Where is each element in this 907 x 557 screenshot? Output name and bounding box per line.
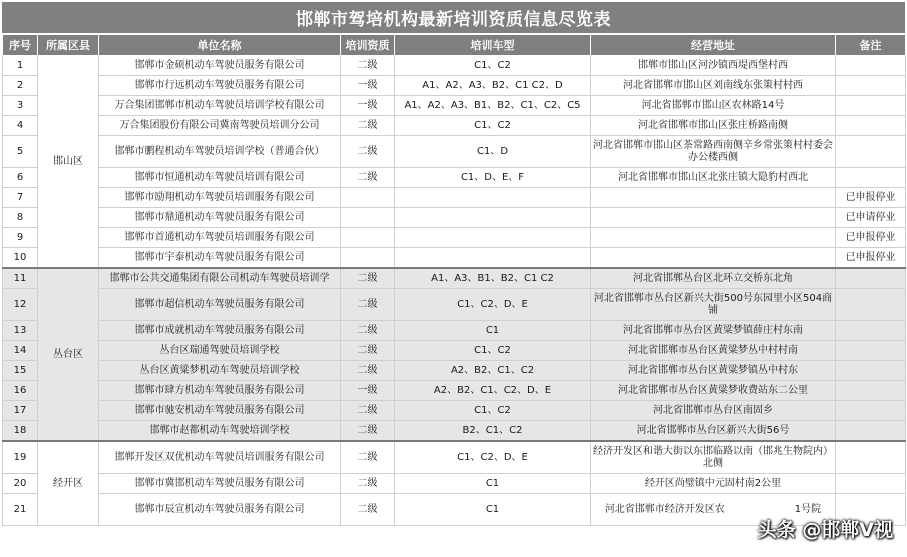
- cell-note: [836, 116, 906, 136]
- cell-no: 14: [3, 341, 38, 361]
- cell-name: 邯郸市金硕机动车驾驶员服务有限公司: [99, 56, 341, 76]
- cell-level: 二级: [341, 168, 395, 188]
- cell-level: 二级: [341, 494, 395, 526]
- cell-level: 二级: [341, 421, 395, 442]
- cell-no: 11: [3, 268, 38, 289]
- header-row: [3, 35, 906, 56]
- cell-address: [591, 208, 836, 228]
- table-row: [3, 321, 906, 341]
- cell-level: 二级: [341, 441, 395, 474]
- district-group-hanshan: [3, 56, 906, 269]
- cell-note: [836, 321, 906, 341]
- header-note: 备注: [836, 35, 906, 56]
- table-row: [3, 248, 906, 269]
- cell-level: 二级: [341, 361, 395, 381]
- cell-name: 万合集团股份有限公司冀南驾驶员培训分公司: [99, 116, 341, 136]
- cell-note: [836, 421, 906, 442]
- training-institutions-table: [2, 34, 906, 526]
- cell-name: 邯郸开发区双优机动车驾驶员培训服务有限公司: [99, 441, 341, 474]
- cell-note: 已申报停业: [836, 188, 906, 208]
- table-row: [3, 441, 906, 474]
- cell-name: 邯郸市辰宣机动车驾驶员服务有限公司: [99, 494, 341, 526]
- cell-types: C1、C2: [395, 341, 591, 361]
- cell-no: 21: [3, 494, 38, 526]
- cell-district: 丛台区: [38, 268, 99, 441]
- table-row: [3, 96, 906, 116]
- cell-types: A2、B2、C1、C2、D、E: [395, 381, 591, 401]
- cell-name: 丛台区瑞通驾驶员培训学校: [99, 341, 341, 361]
- district-group-congtai: [3, 268, 906, 441]
- header-types: 培训车型: [395, 35, 591, 56]
- cell-note: [836, 474, 906, 494]
- cell-name: 邯郸市超信机动车驾驶员服务有限公司: [99, 289, 341, 321]
- cell-name: 万合集团邯郸市机动车驾驶员培训学校有限公司: [99, 96, 341, 116]
- cell-types: [395, 208, 591, 228]
- table-row: [3, 188, 906, 208]
- cell-name: 邯郸市恒通机动车驾驶员培训有限公司: [99, 168, 341, 188]
- table-row: [3, 361, 906, 381]
- cell-note: [836, 361, 906, 381]
- cell-address: 经开区尚璧镇中元固村南2公里: [591, 474, 836, 494]
- cell-level: 二级: [341, 136, 395, 168]
- cell-name: 邯郸市行远机动车驾驶员服务有限公司: [99, 76, 341, 96]
- cell-level: 二级: [341, 268, 395, 289]
- cell-types: A2、B2、C1、C2: [395, 361, 591, 381]
- table-title: 邯郸市驾培机构最新培训资质信息尽览表: [2, 2, 905, 33]
- cell-name: 邯郸市赵都机动车驾驶培训学校: [99, 421, 341, 442]
- cell-note: [836, 136, 906, 168]
- cell-types: C1: [395, 494, 591, 526]
- cell-note: 已申报停业: [836, 248, 906, 269]
- cell-no: 12: [3, 289, 38, 321]
- cell-level: [341, 208, 395, 228]
- cell-address: 河北省邯郸市丛台区南固乡: [591, 401, 836, 421]
- cell-note: [836, 96, 906, 116]
- cell-types: C1: [395, 321, 591, 341]
- cell-name: 邯郸市冀邯机动车驾驶员服务有限公司: [99, 474, 341, 494]
- cell-level: 一级: [341, 76, 395, 96]
- cell-address: 河北省邯郸市丛台区黄粱梦镇薛庄村东南: [591, 321, 836, 341]
- cell-types: [395, 248, 591, 269]
- cell-no: 4: [3, 116, 38, 136]
- cell-level: [341, 228, 395, 248]
- cell-types: C1、C2、D、E: [395, 441, 591, 474]
- cell-no: 18: [3, 421, 38, 442]
- cell-address: 河北省邯郸市经济开发区农 1号院: [591, 494, 836, 526]
- cell-level: 二级: [341, 401, 395, 421]
- cell-types: A1、A2、A3、B2、C1 C2、D: [395, 76, 591, 96]
- cell-note: [836, 289, 906, 321]
- cell-no: 5: [3, 136, 38, 168]
- header-level: 培训资质: [341, 35, 395, 56]
- cell-note: [836, 401, 906, 421]
- cell-no: 19: [3, 441, 38, 474]
- header-address: 经营地址: [591, 35, 836, 56]
- cell-note: [836, 268, 906, 289]
- cell-note: [836, 56, 906, 76]
- header-no: 序号: [3, 35, 38, 56]
- cell-level: 二级: [341, 341, 395, 361]
- cell-level: 二级: [341, 474, 395, 494]
- header-name: 单位名称: [99, 35, 341, 56]
- cell-name: 邯郸市宇泰机动车驾驶员服务有限公司: [99, 248, 341, 269]
- table-row: [3, 76, 906, 96]
- district-group-jingkai: [3, 441, 906, 526]
- cell-no: 20: [3, 474, 38, 494]
- table-row: [3, 401, 906, 421]
- cell-address: 河北省邯郸市丛台区黄粱梦丛中村村南: [591, 341, 836, 361]
- cell-address: 河北省邯郸市邯山区茶常路西南侧辛乡常张策村村委会办公楼西侧: [591, 136, 836, 168]
- table-row: [3, 381, 906, 401]
- cell-address: [591, 188, 836, 208]
- table-row: [3, 168, 906, 188]
- cell-no: 8: [3, 208, 38, 228]
- table-row: [3, 341, 906, 361]
- cell-name: 邯郸市公共交通集团有限公司机动车驾驶员培训学: [99, 268, 341, 289]
- table-row: [3, 268, 906, 289]
- cell-no: 9: [3, 228, 38, 248]
- cell-name: 邯郸市鼎通机动车驾驶员服务有限公司: [99, 208, 341, 228]
- cell-no: 16: [3, 381, 38, 401]
- cell-types: C1、C2: [395, 56, 591, 76]
- cell-types: C1、D: [395, 136, 591, 168]
- cell-no: 7: [3, 188, 38, 208]
- cell-types: C1、C2: [395, 401, 591, 421]
- cell-types: C1、C2、D、E: [395, 289, 591, 321]
- cell-types: [395, 228, 591, 248]
- cell-types: A1、A3、B1、B2、C1 C2: [395, 268, 591, 289]
- table-row: [3, 136, 906, 168]
- cell-address: [591, 248, 836, 269]
- watermark: 头条 @邯郸V视: [757, 519, 893, 541]
- cell-level: 二级: [341, 116, 395, 136]
- cell-level: [341, 188, 395, 208]
- cell-name: 邯郸市成就机动车驾驶员服务有限公司: [99, 321, 341, 341]
- cell-types: C1: [395, 474, 591, 494]
- cell-address: 河北省邯郸市邯山区刘南线东张策村村西: [591, 76, 836, 96]
- cell-note: [836, 76, 906, 96]
- cell-address: 河北省邯郸市丛台区黄粱梦镇丛中村东: [591, 361, 836, 381]
- cell-name: 邯郸市驰安机动车驾驶员服务有限公司: [99, 401, 341, 421]
- cell-note: [836, 441, 906, 474]
- cell-note: [836, 381, 906, 401]
- table-row: [3, 289, 906, 321]
- cell-note: 已申报停业: [836, 228, 906, 248]
- cell-name: 邯郸市鹏程机动车驾驶员培训学校（普通合伙）: [99, 136, 341, 168]
- cell-district: 经开区: [38, 441, 99, 526]
- cell-address: 河北省邯郸市邯山区北张庄镇大隐豹村西北: [591, 168, 836, 188]
- cell-address: 河北省邯郸市丛台区新兴大街56号: [591, 421, 836, 442]
- cell-no: 6: [3, 168, 38, 188]
- cell-note: 已申请停业: [836, 208, 906, 228]
- cell-name: 邯郸市励翔机动车驾驶员培训服务有限公司: [99, 188, 341, 208]
- header-district: 所属区县: [38, 35, 99, 56]
- cell-level: 一级: [341, 96, 395, 116]
- cell-level: 二级: [341, 321, 395, 341]
- cell-no: 17: [3, 401, 38, 421]
- cell-types: A1、A2、A3、B1、B2、C1、C2、C5: [395, 96, 591, 116]
- table-row: [3, 116, 906, 136]
- cell-name: 丛台区黄粱梦机动车驾驶员培训学校: [99, 361, 341, 381]
- table-row: [3, 474, 906, 494]
- cell-level: 一级: [341, 381, 395, 401]
- cell-address: 河北省邯郸市丛台区新兴大街500号东园里小区504商铺: [591, 289, 836, 321]
- cell-address: 经济开发区和谐大街以东邯临路以南（邯兆生物院内）北侧: [591, 441, 836, 474]
- cell-address: 河北省邯郸市邯山区农林路14号: [591, 96, 836, 116]
- table-row: [3, 208, 906, 228]
- cell-address: [591, 228, 836, 248]
- cell-address: 河北省邯郸丛台区北环立交桥东北角: [591, 268, 836, 289]
- cell-level: 二级: [341, 289, 395, 321]
- cell-no: 10: [3, 248, 38, 269]
- cell-types: [395, 188, 591, 208]
- cell-address: 邯郸市邯山区河沙镇西堤西堡村西: [591, 56, 836, 76]
- cell-no: 1: [3, 56, 38, 76]
- cell-types: C1、C2: [395, 116, 591, 136]
- cell-note: [836, 168, 906, 188]
- cell-no: 13: [3, 321, 38, 341]
- cell-district: 邯山区: [38, 56, 99, 269]
- table-row: [3, 421, 906, 442]
- cell-note: [836, 341, 906, 361]
- cell-no: 2: [3, 76, 38, 96]
- cell-name: 邯郸市首通机动车驾驶员培训服务有限公司: [99, 228, 341, 248]
- cell-types: C1、D、E、F: [395, 168, 591, 188]
- cell-name: 邯郸市肆方机动车驾驶员服务有限公司: [99, 381, 341, 401]
- cell-no: 15: [3, 361, 38, 381]
- table-row: [3, 228, 906, 248]
- cell-level: 二级: [341, 56, 395, 76]
- cell-address: 河北省邯郸市邯山区张庄桥路南侧: [591, 116, 836, 136]
- cell-no: 3: [3, 96, 38, 116]
- cell-level: [341, 248, 395, 269]
- cell-address: 河北省邯郸市丛台区黄粱梦收费站东二公里: [591, 381, 836, 401]
- table-row: [3, 56, 906, 76]
- cell-types: B2、C1、C2: [395, 421, 591, 442]
